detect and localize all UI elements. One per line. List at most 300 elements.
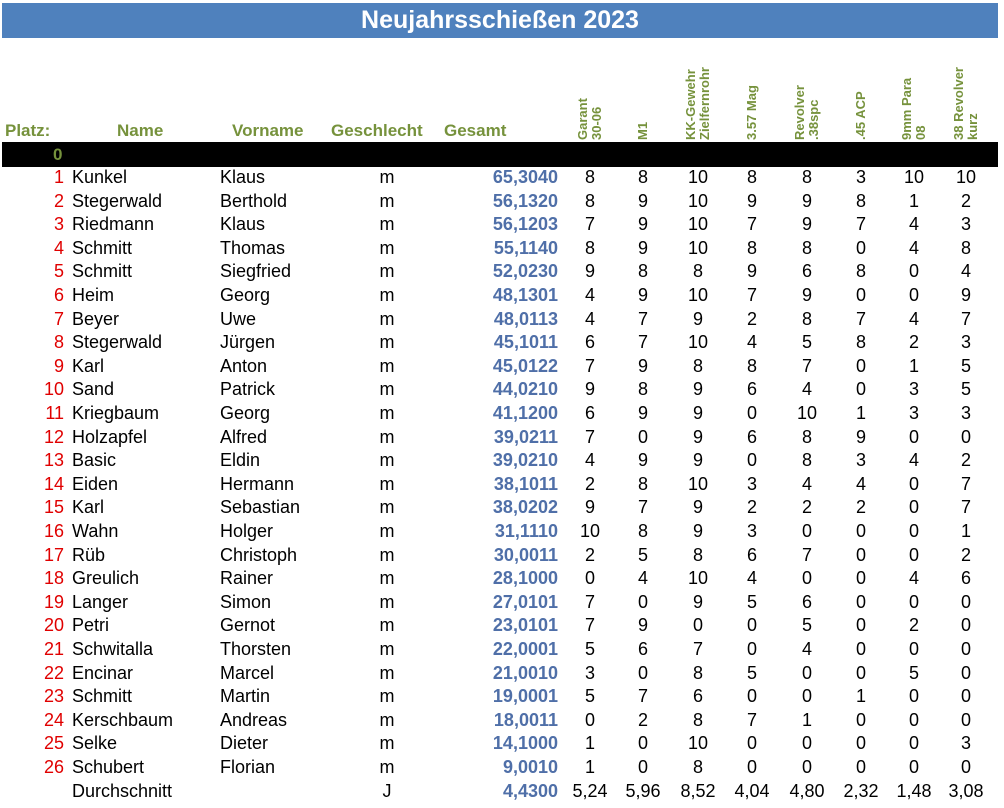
table-row [0,402,1004,426]
table-row [0,544,1004,568]
score-cell: 8 [801,426,812,447]
score-cell: 0 [746,403,757,423]
score-cell: 8 [637,521,648,541]
rank-cell: 19 [43,591,64,612]
gender-cell: m [379,757,395,777]
score-cell: 6 [692,686,703,707]
header-discipline-line: kurz [965,113,980,140]
header-discipline-line: 38 Revolver [951,67,966,140]
score-cell: 8 [692,757,703,777]
table-row [0,449,1004,473]
score-cell: 8 [692,355,703,376]
header-discipline-line: Zielfernrohr [697,67,712,140]
score-cell: 0 [637,426,648,447]
score-cell: 1 [584,757,595,777]
score-cell: 3 [908,403,919,423]
first-name-cell: Eldin [220,450,261,471]
table-row [0,756,1004,780]
first-name-cell: Georg [220,285,271,305]
score-cell: 8 [801,237,812,258]
total-cell: 9,0010 [502,757,558,777]
score-cell: 5 [960,355,971,376]
header-discipline-6 [853,54,868,140]
total-cell: 23,0101 [492,615,558,636]
total-cell: 30,0011 [493,544,558,565]
score-cell: 0 [746,450,757,471]
score-cell: 5 [746,662,757,683]
table-row [0,591,1004,615]
gender-cell: J [382,780,392,801]
header-discipline-1 [575,54,604,140]
score-cell: 2 [801,497,812,518]
rank-cell: 13 [43,450,64,471]
first-name-cell: Dieter [220,733,269,754]
total-cell: 65,3040 [492,167,558,187]
score-cell: 0 [960,757,971,777]
header-discipline-4 [744,54,759,140]
name-cell: Petri [72,615,110,636]
score-cell: 8 [692,261,703,282]
name-cell: Rüb [72,544,106,565]
first-name-cell: Siegfried [220,261,292,282]
first-name-cell: Marcel [220,662,275,683]
score-cell: 10 [579,521,601,541]
table-row [0,520,1004,544]
score-cell: 0 [960,639,971,659]
score-cell: 10 [903,167,925,187]
score-cell: 1 [960,521,971,541]
score-cell: 0 [908,757,919,777]
score-cell: 7 [637,308,648,329]
header-discipline-line: Garant [575,98,590,140]
score-cell: 10 [687,285,709,305]
score-cell: 4 [801,379,812,400]
score-cell: 4 [908,214,919,235]
score-cell: 0 [855,709,866,730]
score-cell: 4 [960,261,971,282]
name-cell: Karl [72,497,105,518]
score-cell: 4 [908,568,919,589]
score-cell: 9 [801,214,812,235]
score-cell: 4,04 [734,780,770,801]
table-row [0,190,1004,214]
score-cell: 7 [584,214,595,235]
table-row [0,308,1004,332]
score-cell: 5 [637,544,648,565]
total-cell: 41,1200 [492,403,558,423]
score-cell: 0 [855,615,866,636]
name-cell: Kriegbaum [72,403,160,423]
score-cell: 0 [855,639,866,659]
table-row [0,614,1004,638]
score-cell: 3 [746,473,757,494]
table-row [0,378,1004,402]
score-cell: 0 [855,591,866,612]
total-cell: 27,0101 [492,591,558,612]
gender-cell: m [379,639,395,659]
score-cell: 9 [746,261,757,282]
score-cell: 5 [801,615,812,636]
total-cell: 38,1011 [493,473,558,494]
rank-cell: 4 [53,237,64,258]
score-cell: 3 [960,733,971,754]
score-cell: 3 [584,662,595,683]
first-name-cell: Rainer [220,568,274,589]
score-cell: 9 [692,308,703,329]
score-cell: 9 [692,403,703,423]
score-cell: 10 [955,167,977,187]
score-cell: 5 [584,639,595,659]
score-cell: 10 [687,167,709,187]
total-cell: 38,0202 [492,497,558,518]
score-cell: 0 [637,591,648,612]
header-vorname: Vorname [232,121,304,140]
score-cell: 8 [584,237,595,258]
table-row [0,662,1004,686]
score-cell: 10 [687,237,709,258]
first-name-cell: Christoph [220,544,298,565]
score-cell: 0 [908,639,919,659]
total-cell: 48,0113 [493,308,558,329]
score-cell: 8 [746,237,757,258]
score-cell: 6 [801,591,812,612]
score-cell: 6 [746,379,757,400]
score-cell: 0 [801,662,812,683]
score-cell: 1 [908,190,919,211]
gender-cell: m [379,450,395,471]
total-cell: 45,1011 [493,332,558,353]
name-cell: Encinar [72,662,134,683]
score-cell: 9 [637,214,648,235]
score-cell: 0 [584,709,595,730]
score-cell: 4 [584,450,595,471]
score-cell: 9 [637,615,648,636]
header-discipline-8 [951,54,980,140]
header-name: Name [117,121,164,140]
score-cell: 2 [746,497,757,518]
score-cell: 8 [692,544,703,565]
score-cell: 4 [584,308,595,329]
score-cell: 10 [687,473,709,494]
name-cell: Durchschnitt [72,780,173,801]
gender-cell: m [379,473,395,494]
first-name-cell: Simon [220,591,272,612]
score-cell: 9 [692,426,703,447]
score-cell: 0 [855,355,866,376]
score-cell: 7 [855,214,866,235]
score-cell: 0 [908,497,919,518]
header-discipline-line: .45 ACP [853,91,868,140]
sheet-title: Neujahrsschießen 2023 [2,3,998,38]
score-cell: 8 [801,167,812,187]
score-cell: 0 [855,237,866,258]
score-cell: 8 [584,167,595,187]
rank-cell: 23 [43,686,64,707]
header-discipline-2 [635,54,650,140]
score-cell: 0 [855,379,866,400]
total-cell: 56,1203 [492,214,558,235]
gender-cell: m [379,615,395,636]
first-name-cell: Thomas [220,237,286,258]
score-cell: 0 [960,686,971,707]
gender-cell: m [379,237,395,258]
score-cell: 7 [960,473,971,494]
rank-cell: 7 [53,308,64,329]
score-cell: 1 [801,709,812,730]
first-name-cell: Gernot [220,615,276,636]
total-cell: 18,0011 [493,709,558,730]
total-cell: 39,0210 [492,450,558,471]
score-cell: 4 [637,568,648,589]
rank-cell: 22 [43,662,64,683]
total-cell: 55,1140 [493,237,558,258]
name-cell: Stegerwald [72,190,163,211]
first-name-cell: Thorsten [220,639,292,659]
name-cell: Heim [72,285,115,305]
score-cell: 4 [908,237,919,258]
rank-cell: 12 [43,426,64,447]
rank-cell: 18 [43,568,64,589]
score-cell: 5 [908,662,919,683]
score-cell: 0 [637,662,648,683]
score-cell: 8 [637,379,648,400]
gender-cell: m [379,355,395,376]
rank-cell: 3 [53,214,64,235]
score-cell: 4 [801,473,812,494]
score-cell: 1,48 [896,780,932,801]
score-cell: 8 [855,332,866,353]
gender-cell: m [379,686,395,707]
name-cell: Basic [72,450,117,471]
header-discipline-7 [899,54,928,140]
score-cell: 7 [584,615,595,636]
score-cell: 0 [855,285,866,305]
score-cell: 3 [746,521,757,541]
score-cell: 8 [801,450,812,471]
name-cell: Schubert [72,757,145,777]
name-cell: Stegerwald [72,332,163,353]
score-cell: 0 [746,733,757,754]
name-cell: Riedmann [72,214,155,235]
first-name-cell: Holger [220,521,274,541]
score-cell: 10 [687,733,709,754]
table-row [0,355,1004,379]
score-cell: 9 [692,450,703,471]
score-cell: 0 [960,662,971,683]
first-name-cell: Jürgen [220,332,276,353]
total-cell: 21,0010 [492,662,558,683]
score-cell: 7 [692,639,703,659]
header-discipline-line: 30-06 [589,106,604,140]
gender-cell: m [379,403,395,423]
score-cell: 2 [960,190,971,211]
score-cell: 0 [908,521,919,541]
first-name-cell: Martin [220,686,271,707]
rank-cell: 8 [53,332,64,353]
score-cell: 5 [960,379,971,400]
score-cell: 9 [584,261,595,282]
score-cell: 0 [637,733,648,754]
table-row [0,260,1004,284]
score-cell: 9 [637,403,648,423]
score-cell: 1 [855,403,866,423]
score-cell: 4 [855,473,866,494]
first-name-cell: Anton [220,355,268,376]
gender-cell: m [379,285,395,305]
header-discipline-line: 08 [913,125,928,140]
gender-cell: m [379,167,395,187]
first-name-cell: Florian [220,757,276,777]
total-cell: 4,4300 [502,780,558,801]
score-cell: 3 [855,167,866,187]
score-cell: 0 [801,568,812,589]
gender-cell: m [379,521,395,541]
first-name-cell: Georg [220,403,271,423]
name-cell: Beyer [72,308,120,329]
first-name-cell: Alfred [220,426,268,447]
score-cell: 8,52 [680,780,716,801]
score-cell: 0 [908,709,919,730]
rank-cell: 21 [43,639,64,659]
table-row [0,284,1004,308]
score-cell: 2 [960,544,971,565]
score-cell: 2 [908,332,919,353]
score-cell: 8 [637,261,648,282]
score-cell: 8 [855,190,866,211]
score-cell: 6 [746,426,757,447]
name-cell: Schmitt [72,237,133,258]
score-cell: 9 [637,450,648,471]
gender-cell: m [379,544,395,565]
header-discipline-line: .38spc [806,99,821,140]
score-cell: 8 [855,261,866,282]
name-cell: Langer [72,591,129,612]
name-cell: Eiden [72,473,119,494]
table-row [0,237,1004,261]
score-cell: 7 [637,497,648,518]
score-cell: 6 [960,568,971,589]
name-cell: Holzapfel [72,426,148,447]
score-cell: 8 [692,662,703,683]
score-cell: 0 [960,591,971,612]
first-name-cell: Hermann [220,473,295,494]
rank-cell: 17 [43,544,64,565]
header-discipline-line: 9mm Para [899,77,914,140]
score-cell: 3,08 [948,780,984,801]
score-cell: 4 [908,308,919,329]
total-cell: 19,0001 [492,686,558,707]
first-name-cell: Sebastian [220,497,301,518]
score-cell: 3 [960,403,971,423]
score-cell: 0 [960,615,971,636]
score-cell: 7 [801,544,812,565]
score-cell: 0 [908,426,919,447]
name-cell: Karl [72,355,105,376]
score-cell: 3 [960,214,971,235]
score-cell: 0 [960,426,971,447]
total-cell: 14,1000 [492,733,558,754]
score-cell: 9 [692,379,703,400]
score-cell: 1 [908,355,919,376]
header-discipline-line: M1 [635,121,650,140]
score-cell: 0 [801,733,812,754]
first-name-cell: Andreas [220,709,288,730]
score-cell: 4 [746,568,757,589]
gender-cell: m [379,733,395,754]
score-cell: 7 [584,591,595,612]
table-row [0,331,1004,355]
score-cell: 4 [908,450,919,471]
total-cell: 22,0001 [492,639,558,659]
table-row [0,709,1004,733]
header-discipline-line: KK-Gewehr [683,69,698,140]
table-row [0,213,1004,237]
rank-cell: 26 [43,757,64,777]
score-cell: 0 [801,757,812,777]
score-cell: 9 [637,237,648,258]
rank-cell: 16 [43,521,64,541]
rank-cell: 1 [53,167,64,187]
first-name-cell: Patrick [220,379,276,400]
score-cell: 2 [855,497,866,518]
total-cell: 31,1110 [494,521,558,541]
gender-cell: m [379,497,395,518]
score-cell: 9 [637,285,648,305]
table-row [0,732,1004,756]
score-cell: 7 [801,355,812,376]
rank-cell: 20 [43,615,64,636]
gender-cell: m [379,308,395,329]
score-cell: 7 [637,686,648,707]
score-cell: 0 [855,662,866,683]
score-cell: 9 [801,190,812,211]
score-cell: 8 [746,355,757,376]
score-cell: 0 [908,473,919,494]
first-name-cell: Berthold [220,190,288,211]
score-cell: 7 [637,332,648,353]
rank-cell: 15 [43,497,64,518]
separator-bar [2,142,998,167]
gender-cell: m [379,426,395,447]
name-cell: Schmitt [72,686,133,707]
gender-cell: m [379,190,395,211]
header-geschlecht: Geschlecht [331,121,423,140]
rank-cell: 10 [43,379,64,400]
gender-cell: m [379,379,395,400]
score-cell: 5 [801,332,812,353]
score-cell: 9 [692,591,703,612]
score-cell: 9 [692,521,703,541]
score-cell: 0 [908,686,919,707]
score-cell: 9 [637,190,648,211]
table-row [0,685,1004,709]
score-cell: 8 [801,308,812,329]
score-cell: 10 [687,332,709,353]
score-cell: 0 [746,639,757,659]
score-cell: 4 [801,639,812,659]
score-cell: 6 [801,261,812,282]
score-cell: 0 [746,757,757,777]
score-cell: 0 [908,733,919,754]
score-cell: 9 [584,497,595,518]
score-cell: 2 [637,709,648,730]
header-platz: Platz: [5,121,51,140]
score-cell: 0 [960,709,971,730]
score-cell: 7 [746,214,757,235]
table-row [0,426,1004,450]
header-discipline-5 [792,54,821,140]
gender-cell: m [379,709,395,730]
